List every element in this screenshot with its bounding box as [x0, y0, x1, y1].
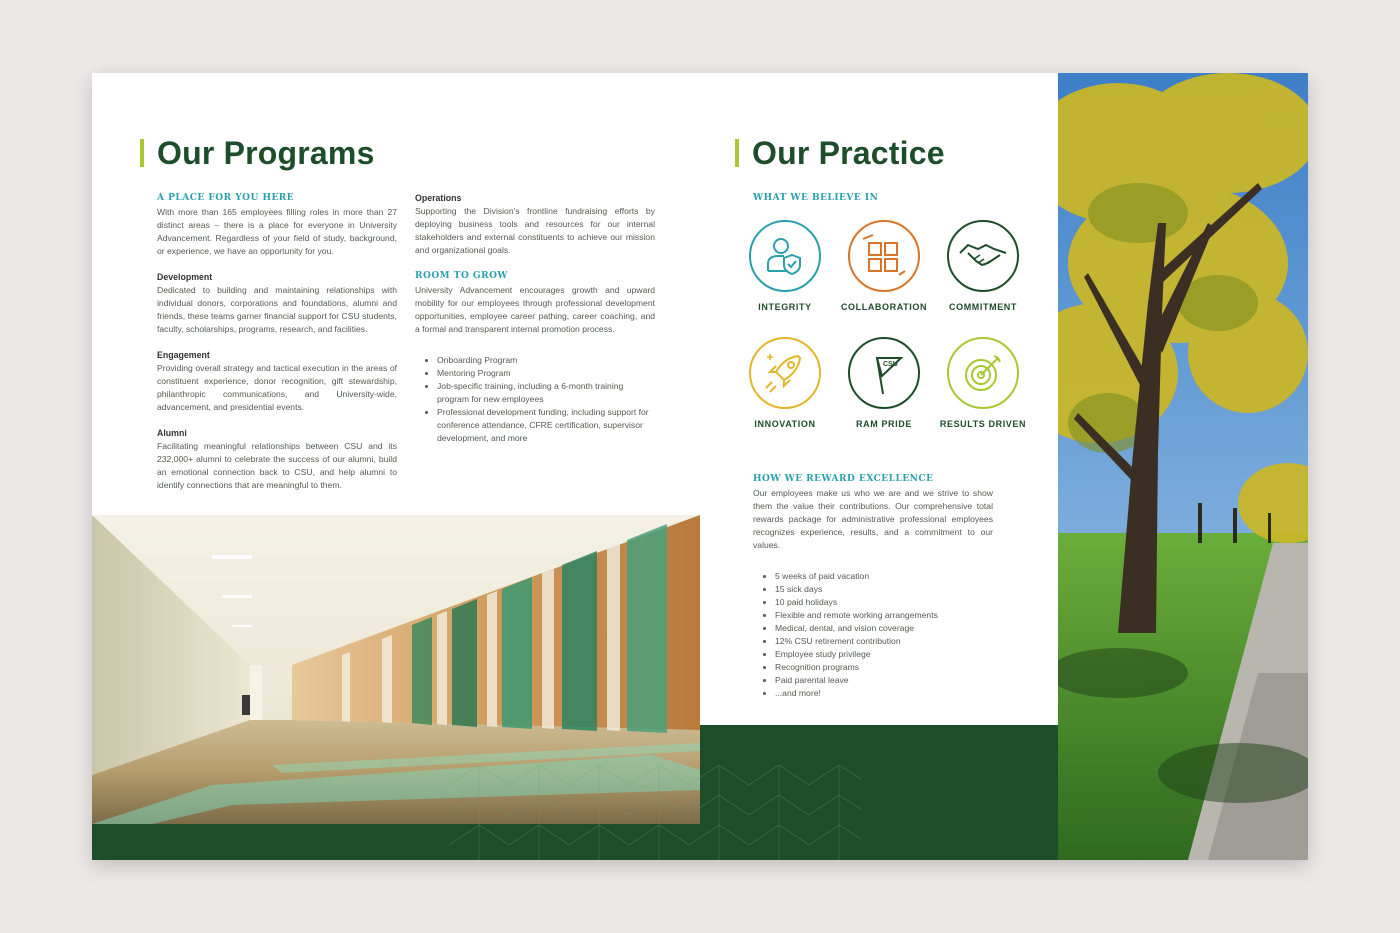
integrity-icon [748, 219, 822, 293]
heading-accent-bar [735, 139, 739, 167]
list-item: • Onboarding Program [437, 354, 655, 367]
handshake-icon [946, 219, 1020, 293]
value-integrity [735, 219, 835, 312]
tree-illustration [1058, 73, 1308, 860]
pennant-text: CSU [883, 361, 898, 368]
list-item: • 15 sick days [775, 583, 993, 596]
list-item: • Employee study privilege [775, 648, 993, 661]
value-label: COMMITMENT [949, 302, 1017, 312]
value-label: COLLABORATION [840, 302, 928, 312]
believe-heading: WHAT WE BELIEVE IN [753, 193, 879, 203]
reward-section [753, 473, 993, 700]
operations-heading: Operations [415, 193, 462, 203]
list-item: • Medical, dental, and vision coverage [775, 622, 993, 635]
alumni-heading: Alumni [157, 428, 187, 438]
list-item: • 12% CSU retirement contribution [775, 635, 993, 648]
collaboration-icon [847, 219, 921, 293]
engagement-body: Providing overall strategy and tactical execution in the areas of constituent experience, donor recognition, gift stewardship, philanthropic communications, and University-wide, advancement, and presidential events. [157, 363, 397, 412]
list-item: • ...and more! [775, 687, 993, 700]
reward-list [753, 570, 993, 700]
value-innovation [735, 336, 835, 429]
target-icon [946, 336, 1020, 410]
value-ram-pride [834, 336, 934, 429]
alumni-body: Facilitating meaningful relationships between CSU and its 232,000+ alumni to celebrate the success of our alumni, build an emotional connection back to CSU, and help alumni to identify connections that are meaningful to them. [157, 441, 397, 490]
engagement-heading: Engagement [157, 350, 210, 360]
value-collaboration [834, 219, 934, 312]
campus-tree-photo [1058, 73, 1308, 860]
list-item: • 5 weeks of paid vacation [775, 570, 993, 583]
pennant-icon [847, 336, 921, 410]
programs-right-column [415, 192, 655, 445]
list-item: • Recognition programs [775, 661, 993, 674]
value-label: RESULTS DRIVEN [939, 419, 1027, 429]
practice-heading [735, 133, 945, 173]
place-heading: A PLACE FOR YOU HERE [157, 193, 295, 203]
operations-body: Supporting the Division's frontline fundraising efforts by deploying business tools and resources for our internal stakeholders and external constituents to achieve our mission and organizational goals. [415, 206, 655, 255]
grow-body: University Advancement encourages growth and upward mobility for our employees through professional development opportunities, employee career pathing, career coaching, and a formal and transparent internal promotion process. [415, 285, 655, 334]
practice-title: Our Practice [752, 134, 945, 171]
programs-title: Our Programs [157, 134, 375, 171]
grow-list [415, 354, 655, 445]
heading-accent-bar [140, 139, 144, 167]
value-commitment [933, 219, 1033, 312]
brochure-spread [92, 73, 1308, 860]
list-item: • Paid parental leave [775, 674, 993, 687]
value-label: INTEGRITY [758, 302, 812, 312]
value-results-driven [933, 336, 1033, 429]
list-item: • Job-specific training, including a 6-month training program for new employees [437, 380, 655, 406]
place-body: With more than 165 employees filling roles in more than 27 distinct areas – there is a place for everyone in University Advancement. Regardless of your field of study, background, or experience, we have an opportunity for you. [157, 207, 397, 256]
value-label: RAM PRIDE [856, 419, 912, 429]
programs-heading [140, 133, 375, 173]
development-heading: Development [157, 272, 213, 282]
list-item: • Mentoring Program [437, 367, 655, 380]
leaf-pattern [449, 765, 861, 860]
development-body: Dedicated to building and maintaining relationships with individual donors, corporations and foundations, alumni and friends, these teams garner financial support for CSU students, faculty, scholarships, programs, research, and facilities. [157, 285, 397, 334]
list-item: • Professional development funding, including support for conference attendance, CFRE certification, supervisor development, and more [437, 406, 655, 445]
reward-heading: HOW WE REWARD EXCELLENCE [753, 474, 934, 484]
value-label: INNOVATION [754, 419, 816, 429]
list-item: • Flexible and remote working arrangements [775, 609, 993, 622]
list-item: • 10 paid holidays [775, 596, 993, 609]
grow-heading: ROOM TO GROW [415, 271, 509, 281]
programs-left-column [157, 192, 397, 505]
believe-section [753, 192, 1013, 206]
reward-body: Our employees make us who we are and we strive to show them the value their contributions. Our comprehensive total rewards package for administrative professional employees recognizes experience, results, and a commitment to our values. [753, 488, 993, 550]
rocket-icon [748, 336, 822, 410]
